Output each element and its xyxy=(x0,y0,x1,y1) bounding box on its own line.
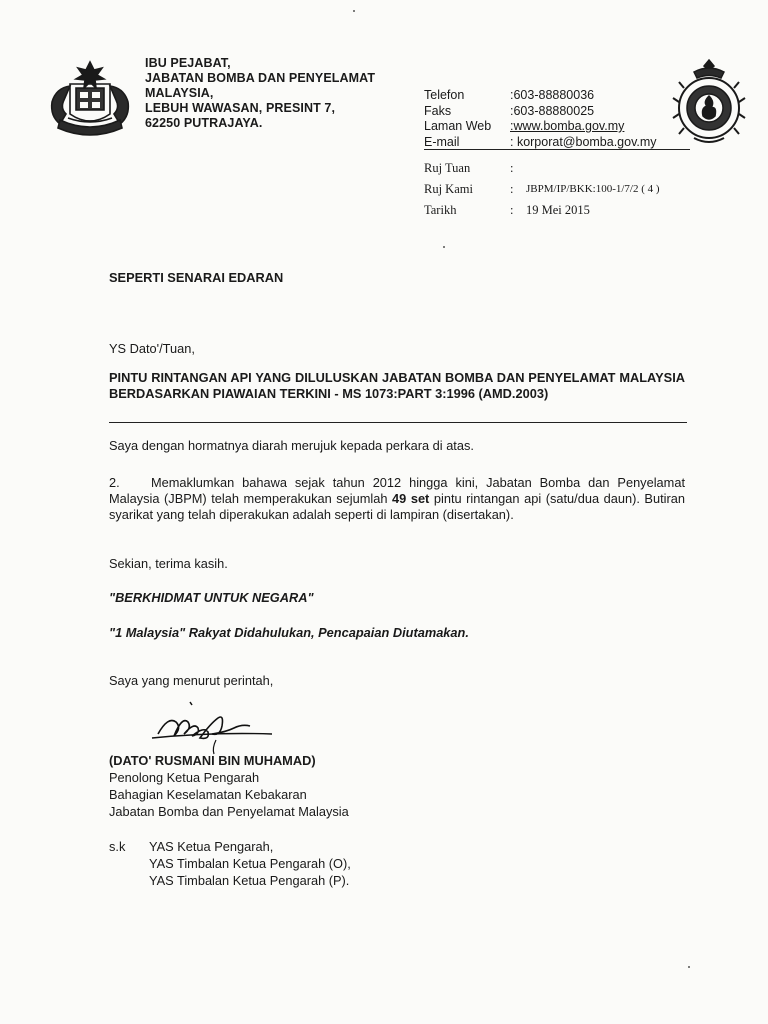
address-line: 62250 PUTRAJAYA. xyxy=(145,116,263,130)
contact-block xyxy=(424,88,657,150)
address-line: JABATAN BOMBA DAN PENYELAMAT xyxy=(145,71,376,85)
handwritten-signature xyxy=(150,698,280,756)
address-line: LEBUH WAWASAN, PRESINT 7, xyxy=(145,101,336,115)
cc-row xyxy=(109,838,351,855)
bomba-emblem-icon xyxy=(670,58,748,146)
malaysia-coat-of-arms-icon xyxy=(40,58,140,140)
reference-row xyxy=(424,179,660,200)
reference-row xyxy=(424,158,660,179)
address-line: MALAYSIA, xyxy=(145,86,214,100)
scan-speck xyxy=(443,246,445,248)
signer-name: (DATO' RUSMANI BIN MUHAMAD) xyxy=(109,753,316,768)
recipient-line: SEPERTI SENARAI EDARAN xyxy=(109,270,284,285)
email-address: : korporat@bomba.gov.my xyxy=(510,134,657,149)
signer-block xyxy=(109,752,349,820)
website-link[interactable]: :www.bomba.gov.my xyxy=(510,119,625,133)
salutation: YS Dato'/Tuan, xyxy=(109,341,195,356)
cc-recipient: YAS Ketua Pengarah, xyxy=(149,839,274,854)
motto-secondary: "1 Malaysia" Rakyat Didahulukan, Pencapaian Diutamakan. xyxy=(109,625,469,640)
cc-recipient: YAS Timbalan Ketua Pengarah (P). xyxy=(149,873,350,888)
address-line: IBU PEJABAT, xyxy=(145,56,231,70)
reference-colon: : xyxy=(510,203,514,217)
scan-speck xyxy=(688,966,690,968)
contact-row-web xyxy=(424,119,657,135)
contact-label: Telefon xyxy=(424,88,465,102)
signer-title: Bahagian Keselamatan Kebakaran xyxy=(109,787,307,802)
contact-row-email xyxy=(424,135,657,151)
reference-colon: : xyxy=(510,182,514,196)
reference-row xyxy=(424,200,660,221)
motto-primary: "BERKHIDMAT UNTUK NEGARA" xyxy=(109,590,314,605)
reference-block xyxy=(424,158,660,221)
letterhead-address xyxy=(145,56,375,131)
reference-label: Ruj Tuan xyxy=(424,161,471,175)
signer-title: Jabatan Bomba dan Penyelamat Malaysia xyxy=(109,804,349,819)
reference-value: JBPM/IP/BKK:100-1/7/2 ( 4 ) xyxy=(526,183,660,195)
cc-block xyxy=(109,838,351,889)
paragraph-text: Memaklumkan bahawa sejak tahun 2012 hingga kini, Jabatan Bomba dan Penyelamat Malaysia (JBPM) telah memperakukan sejumlah xyxy=(109,475,685,506)
thanks-line: Sekian, terima kasih. xyxy=(109,556,228,571)
reference-label: Ruj Kami xyxy=(424,182,473,196)
contact-label: Laman Web xyxy=(424,119,492,133)
contact-row-faks xyxy=(424,104,657,120)
cc-recipient: YAS Timbalan Ketua Pengarah (O), xyxy=(149,856,351,871)
contact-value: :603-88880025 xyxy=(510,103,595,118)
paragraph-emphasis: 49 set xyxy=(392,491,430,506)
paragraph-1: Saya dengan hormatnya diarah merujuk kepada perkara di atas. xyxy=(109,438,474,453)
signer-title: Penolong Ketua Pengarah xyxy=(109,770,260,785)
contact-label: Faks xyxy=(424,103,452,118)
contact-row-telefon xyxy=(424,88,657,104)
reference-colon: : xyxy=(510,161,514,175)
contact-value: :603-88880036 xyxy=(510,88,595,102)
closing-line: Saya yang menurut perintah, xyxy=(109,673,274,688)
cc-label: s.k xyxy=(109,839,126,854)
reference-value: 19 Mei 2015 xyxy=(526,203,590,217)
paragraph-number: 2. xyxy=(109,475,120,490)
subject-heading: PINTU RINTANGAN API YANG DILULUSKAN JABATAN BOMBA DAN PENYELAMAT MALAYSIA BERDASARKAN PIAWAIAN TERKINI - MS 1073:PART 3:1996 (AMD.2003) xyxy=(109,370,685,401)
subject-underline xyxy=(109,422,687,423)
paragraph-text: pintu rintangan api (satu/dua daun). Butiran syarikat yang telah diperakukan adalah seperti di lampiran (disertakan). xyxy=(109,491,685,522)
scan-speck xyxy=(353,10,355,12)
header-divider xyxy=(424,149,690,150)
reference-label: Tarikh xyxy=(424,203,457,217)
contact-label: E-mail xyxy=(424,134,460,149)
paragraph-2 xyxy=(109,475,685,523)
